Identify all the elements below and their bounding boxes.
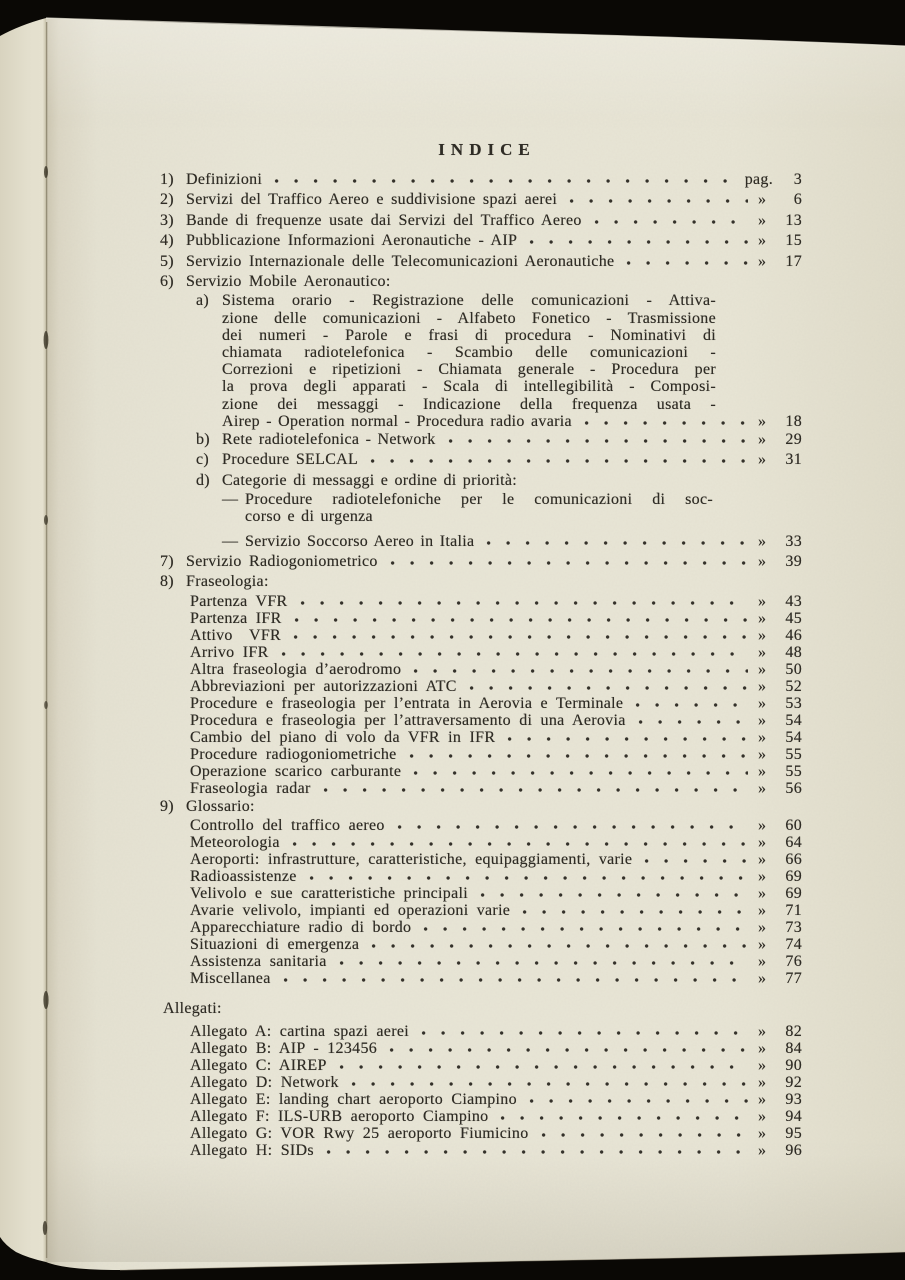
page-ref	[758, 413, 802, 430]
page-mark: »	[758, 412, 767, 430]
toc-entry	[190, 919, 802, 936]
entry-text: Allegato F: ILS-URB aeroporto Ciampino	[190, 1107, 489, 1125]
page-number: 15	[785, 232, 802, 250]
page-ref	[758, 644, 802, 661]
page-ref	[758, 817, 802, 834]
page-ref	[758, 610, 802, 627]
page-mark: »	[758, 918, 767, 936]
leader-dots	[507, 736, 748, 742]
leader-dots	[370, 458, 748, 464]
page-mark: »	[758, 532, 767, 550]
page-ref	[758, 190, 802, 210]
leader-dots	[469, 685, 748, 691]
entry-text: Situazioni di emergenza	[190, 935, 360, 953]
toc-entry	[190, 729, 802, 746]
page-mark: »	[758, 252, 767, 270]
page-ref	[758, 1142, 802, 1159]
entry-text: Allegato C: AIREP	[190, 1056, 327, 1074]
page-mark: »	[758, 1022, 767, 1040]
entry-text: Servizio Internazionale delle Telecomunicazioni Aeronautiche	[186, 252, 615, 270]
page-mark: »	[758, 232, 767, 250]
leader-dots	[486, 540, 748, 546]
gutter-mark	[44, 515, 48, 525]
page-ref	[758, 1057, 802, 1074]
page-number: 60	[785, 816, 802, 834]
toc-entry	[190, 610, 802, 627]
page-ref	[758, 936, 802, 953]
page-number: 54	[785, 711, 802, 729]
leader-dots	[293, 634, 748, 640]
leader-dots	[500, 1115, 748, 1121]
page-number: 52	[785, 677, 802, 695]
toc-entry	[222, 491, 802, 525]
page-number: 64	[785, 833, 802, 851]
page-ref	[758, 780, 802, 797]
toc-entry	[190, 1057, 802, 1074]
entry-label: d)	[196, 471, 210, 489]
toc-entry	[190, 746, 802, 763]
leader-dots	[326, 1149, 748, 1155]
toc-entry	[190, 868, 802, 885]
toc-entry	[190, 1023, 802, 1040]
toc-entry	[190, 763, 802, 780]
page-ref	[758, 661, 802, 678]
page-number: 33	[785, 532, 802, 550]
entry-label: 2)	[160, 191, 174, 209]
page-mark: »	[758, 1141, 767, 1159]
leader-dots	[569, 198, 748, 204]
leader-dots	[281, 651, 748, 657]
entry-text: Definizioni	[186, 171, 263, 188]
entry-text-line: dei numeri - Parole e frasi di procedura - Nominativi di	[222, 326, 716, 344]
toc-entry	[190, 627, 802, 644]
leader-dots	[584, 420, 748, 426]
gutter-mark	[43, 991, 48, 1009]
page-number: 73	[785, 918, 802, 936]
page-ref	[758, 211, 802, 231]
entry-text: Allegato G: VOR Rwy 25 aeroporto Fiumicino	[190, 1124, 529, 1142]
entry-label: —	[222, 532, 239, 550]
entry-text: Miscellanea	[190, 969, 271, 987]
page-ref	[758, 834, 802, 851]
page-mark: »	[758, 1056, 767, 1074]
toc-list	[160, 170, 802, 1159]
toc-entry	[190, 1142, 802, 1159]
page-number: 69	[785, 884, 802, 902]
leader-dots	[274, 178, 735, 184]
leader-dots	[644, 858, 748, 864]
toc-entry	[190, 678, 802, 695]
leader-dots	[423, 926, 748, 932]
leader-dots	[390, 560, 748, 566]
page-number: 66	[785, 850, 802, 868]
leader-dots	[339, 1064, 748, 1070]
page-mark: »	[758, 762, 767, 780]
toc-entry	[190, 644, 802, 661]
leader-dots	[421, 1030, 748, 1036]
page-mark: »	[758, 1073, 767, 1091]
page-mark: »	[758, 552, 767, 570]
entry-text: Procedure e fraseologia per l’entrata in Aerovia e Terminale	[190, 694, 624, 712]
toc-entry	[196, 471, 802, 491]
page-number: 29	[785, 431, 802, 449]
page-mark: »	[758, 952, 767, 970]
page-ref	[758, 868, 802, 885]
page-ref	[758, 430, 802, 450]
page-mark: »	[758, 431, 767, 449]
page-ref	[758, 1074, 802, 1091]
page-number: 46	[785, 626, 802, 644]
page-mark: »	[758, 816, 767, 834]
leader-dots	[413, 668, 748, 674]
entry-label: 1)	[160, 171, 174, 188]
toc-entry	[190, 885, 802, 902]
page-mark: »	[758, 935, 767, 953]
page-mark: »	[758, 850, 767, 868]
page-ref	[758, 763, 802, 780]
page-ref	[758, 1108, 802, 1125]
page-ref	[758, 1091, 802, 1108]
page-number: 3	[793, 171, 802, 188]
leader-dots	[294, 617, 748, 623]
entry-text: Servizio Radiogoniometrico	[186, 552, 378, 570]
leader-dots	[351, 1081, 748, 1087]
entry-paragraph	[245, 491, 713, 525]
entry-text: Fraseologia:	[186, 573, 269, 591]
gutter-mark	[44, 331, 49, 349]
page-number: 96	[785, 1141, 802, 1159]
entry-text: Arrivo IFR	[190, 643, 269, 661]
leader-dots	[409, 753, 748, 759]
toc-entry	[160, 572, 802, 592]
leader-dots	[389, 1047, 748, 1053]
toc-entry	[196, 450, 802, 470]
page-ref	[758, 1125, 802, 1142]
entry-text: Allegato A: cartina spazi aerei	[190, 1022, 409, 1040]
entry-text: Servizio Soccorso Aereo in Italia	[245, 532, 475, 550]
entry-label: a)	[196, 292, 210, 310]
entry-text: Partenza IFR	[190, 609, 282, 627]
leader-dots	[541, 1132, 749, 1138]
leader-dots	[448, 438, 748, 444]
leader-dots	[323, 787, 748, 793]
entry-text: Altra fraseologia d’aerodromo	[190, 660, 402, 678]
entry-text: Procedura e fraseologia per l’attraversamento di una Aerovia	[190, 711, 626, 729]
entry-label: 6)	[160, 273, 174, 291]
toc-entry	[190, 1074, 802, 1091]
page-number: 69	[785, 867, 802, 885]
entry-text: Procedure radiogoniometriche	[190, 745, 397, 763]
toc-entry	[190, 953, 802, 970]
page-mark: »	[758, 728, 767, 746]
page-number: 82	[785, 1022, 802, 1040]
leader-dots	[309, 875, 748, 881]
page-mark: »	[758, 779, 767, 797]
page-mark: pag.	[744, 171, 773, 188]
toc-entry	[160, 272, 802, 292]
page-number: 93	[785, 1090, 802, 1108]
toc-entry	[160, 552, 802, 572]
leader-dots	[626, 260, 748, 266]
toc-entry	[160, 252, 802, 272]
leader-dots	[371, 943, 748, 949]
entry-text: Bande di frequenze usate dai Servizi del Traffico Aereo	[186, 211, 582, 229]
page-ref	[758, 450, 802, 470]
entry-label: c)	[196, 451, 210, 469]
toc-entry	[160, 211, 802, 231]
page-number: 95	[785, 1124, 802, 1142]
toc-entry	[160, 190, 802, 210]
page-ref	[758, 532, 802, 552]
leader-dots	[522, 909, 748, 915]
toc-entry	[190, 1040, 802, 1057]
page-mark: »	[758, 1107, 767, 1125]
page-mark: »	[758, 211, 767, 229]
entry-text-line: zione dei messaggi - Indicazione della frequenza usata -	[222, 395, 716, 413]
entry-text-line: Procedure radiotelefoniche per le comunicazioni di soc-	[245, 491, 713, 509]
toc-entry	[190, 1125, 802, 1142]
toc-entry	[190, 851, 802, 868]
entry-text: Fraseologia radar	[190, 779, 311, 797]
page-mark: »	[758, 884, 767, 902]
page-number: 54	[785, 728, 802, 746]
entry-text: Pubblicazione Informazioni Aeronautiche - AIP	[186, 232, 518, 250]
page-ref	[758, 552, 802, 572]
entry-text: Abbreviazioni per autorizzazioni ATC	[190, 677, 457, 695]
page-number: 6	[793, 191, 802, 209]
page-mark: »	[758, 711, 767, 729]
page-ref	[758, 953, 802, 970]
toc-entry	[190, 817, 802, 834]
entry-text: Rete radiotelefonica - Network	[222, 431, 436, 449]
page-mark: »	[758, 677, 767, 695]
entry-text: Meteorologia	[190, 833, 280, 851]
page-ref	[758, 1040, 802, 1057]
entry-text: Servizi del Traffico Aereo e suddivisione spazi aerei	[186, 191, 558, 209]
entry-label: b)	[196, 431, 210, 449]
entry-text: Controllo del traffico aereo	[190, 816, 385, 834]
page-number: 13	[785, 211, 802, 229]
entry-text: Avarie velivolo, impianti ed operazioni varie	[190, 901, 511, 919]
toc-entry	[190, 902, 802, 919]
toc-entry	[190, 780, 802, 797]
page-ref	[758, 919, 802, 936]
gutter-mark	[44, 166, 48, 178]
toc-entry	[160, 231, 802, 251]
entry-text: Cambio del piano di volo da VFR in IFR	[190, 728, 496, 746]
entry-text: Velivolo e sue caratteristiche principali	[190, 884, 468, 902]
entry-text: Glossario:	[186, 797, 255, 815]
page-mark: »	[758, 609, 767, 627]
page-number: 84	[785, 1039, 802, 1057]
page-title: INDICE	[438, 140, 536, 159]
page-ref	[758, 678, 802, 695]
page-mark: »	[758, 626, 767, 644]
left-page-edge	[0, 18, 46, 1262]
gutter-mark	[44, 701, 48, 709]
page-mark: »	[758, 745, 767, 763]
page-ref	[758, 902, 802, 919]
leader-dots	[480, 892, 748, 898]
page-number: 56	[785, 779, 802, 797]
toc-entry	[163, 999, 802, 1019]
toc-entry	[190, 661, 802, 678]
page-mark: »	[758, 592, 767, 610]
toc-entry	[196, 430, 802, 450]
leader-dots	[397, 824, 748, 830]
page-number: 18	[785, 412, 802, 430]
page-number: 74	[785, 935, 802, 953]
page-number: 39	[785, 552, 802, 570]
toc-entry	[190, 834, 802, 851]
page-number: 50	[785, 660, 802, 678]
page-number: 55	[785, 745, 802, 763]
page-number: 45	[785, 609, 802, 627]
entry-label: 9)	[160, 797, 174, 815]
leader-dots	[635, 702, 748, 708]
page-number: 53	[785, 694, 802, 712]
page-ref	[758, 1023, 802, 1040]
page-ref	[758, 627, 802, 644]
entry-text: Radioassistenze	[190, 867, 297, 885]
page-mark: »	[758, 1039, 767, 1057]
page-ref	[758, 851, 802, 868]
page-number: 94	[785, 1107, 802, 1125]
leader-dots	[413, 770, 748, 776]
leader-dots	[638, 719, 748, 725]
leader-dots	[529, 1098, 748, 1104]
toc-entry	[190, 695, 802, 712]
page-ref	[745, 170, 802, 190]
page-ref	[758, 252, 802, 272]
page-number: 17	[785, 252, 802, 270]
page-number: 48	[785, 643, 802, 661]
entry-label: 8)	[160, 573, 174, 591]
entry-label: 7)	[160, 552, 174, 570]
page-mark: »	[758, 833, 767, 851]
page-number: 55	[785, 762, 802, 780]
page-ref	[758, 593, 802, 610]
toc-entry	[190, 1091, 802, 1108]
page-number: 92	[785, 1073, 802, 1091]
entry-text: Apparecchiature radio di bordo	[190, 918, 412, 936]
page-mark: »	[758, 1124, 767, 1142]
toc-entry	[190, 970, 802, 987]
entry-text: Procedure SELCAL	[222, 451, 359, 469]
page-ref	[758, 729, 802, 746]
entry-text-line: zione delle comunicazioni - Alfabeto Fonetico - Trasmissione	[222, 309, 716, 327]
entry-last-line	[222, 413, 802, 430]
page-mark: »	[758, 1090, 767, 1108]
entry-text: Allegato B: AIP - 123456	[190, 1039, 378, 1057]
entry-text: Allegato H: SIDs	[190, 1141, 314, 1159]
entry-paragraph	[222, 292, 716, 412]
entry-text: Operazione scarico carburante	[190, 762, 402, 780]
page-ref	[758, 885, 802, 902]
leader-dots	[594, 219, 748, 225]
page-mark: »	[758, 451, 767, 469]
page-mark: »	[758, 867, 767, 885]
page-ref	[758, 695, 802, 712]
entry-label: 3)	[160, 211, 174, 229]
entry-text: Attivo VFR	[190, 626, 282, 644]
page-mark: »	[758, 969, 767, 987]
toc-entry	[160, 170, 802, 190]
entry-text: Partenza VFR	[190, 592, 288, 610]
leader-dots	[339, 960, 748, 966]
toc-entry	[196, 292, 802, 430]
leader-dots	[529, 239, 748, 245]
page-mark: »	[758, 660, 767, 678]
entry-text: Servizio Mobile Aeronautico:	[186, 273, 391, 291]
entry-label: 4)	[160, 232, 174, 250]
toc-entry	[160, 797, 802, 817]
entry-text-line: la prova degli apparati - Scala di intellegibilità - Composi-	[222, 378, 716, 396]
page-number: 77	[785, 969, 802, 987]
entry-text: Allegato D: Network	[190, 1073, 339, 1091]
page-mark: »	[758, 901, 767, 919]
page-number: 90	[785, 1056, 802, 1074]
entry-text: Categorie di messaggi e ordine di priorità:	[222, 471, 518, 489]
entry-text-line: chiamata radiotelefonica - Scambio delle comunicazioni -	[222, 344, 716, 362]
entry-text: Airep - Operation normal - Procedura radio avaria	[222, 412, 572, 430]
page-mark: »	[758, 191, 767, 209]
entry-text-line: Sistema orario - Registrazione delle comunicazioni - Attiva-	[222, 292, 716, 310]
page-number: 43	[785, 592, 802, 610]
page-mark: »	[758, 694, 767, 712]
toc-entry	[222, 532, 802, 552]
page-number: 31	[785, 451, 802, 469]
table-of-contents	[160, 141, 802, 1159]
gutter-mark	[43, 1221, 47, 1235]
page-ref	[758, 746, 802, 763]
toc-entry	[190, 593, 802, 610]
entry-text-line: Correzioni e ripetizioni - Chiamata generale - Procedura per	[222, 361, 716, 379]
toc-entry	[190, 936, 802, 953]
page-mark: »	[758, 643, 767, 661]
toc-entry	[190, 712, 802, 729]
entry-label: 5)	[160, 252, 174, 270]
page-ref	[758, 712, 802, 729]
page-ref	[758, 970, 802, 987]
entry-text: Allegato E: landing chart aeroporto Ciampino	[190, 1090, 517, 1108]
leader-dots	[292, 841, 748, 847]
entry-text: Assistenza sanitaria	[190, 952, 327, 970]
toc-entry	[190, 1108, 802, 1125]
entry-text: Allegati:	[163, 999, 222, 1017]
leader-dots	[283, 977, 748, 983]
entry-text-line: corso e di urgenza	[245, 508, 373, 526]
entry-label: —	[222, 491, 239, 509]
page-number: 76	[785, 952, 802, 970]
page-ref	[758, 231, 802, 251]
leader-dots	[300, 600, 748, 606]
page-number: 71	[785, 901, 802, 919]
entry-text: Aeroporti: infrastrutture, caratteristiche, equipaggiamenti, varie	[190, 850, 633, 868]
